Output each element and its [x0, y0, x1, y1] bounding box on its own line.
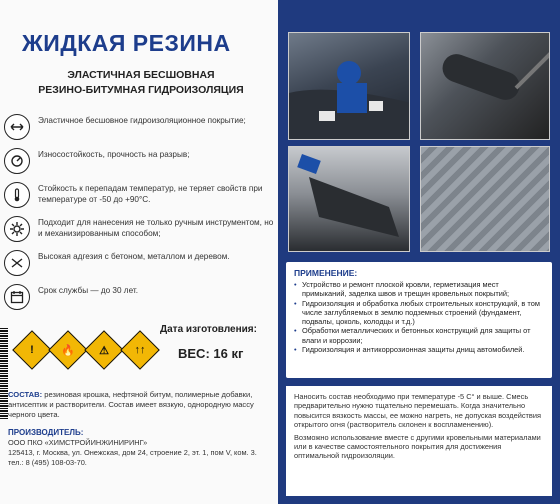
this-side-up-icon: ↑↑ [120, 330, 160, 370]
producer-info [8, 428, 270, 468]
application-item: • Устройство и ремонт плоской кровли, герметизация мест примыканий, заделка швов и трещин кровельных покрытий; [294, 280, 544, 299]
hazard-warning-icon: ⚠ [84, 330, 124, 370]
composition-text: резиновая крошка, нефтяной битум, полимерные добавки, антисептик и растворители. Состав имеет вязкую, однородную массу черного цвета. [8, 390, 254, 419]
feature-text: Подходит для нанесения не только ручным инструментом, но и механизированным способом; [38, 218, 274, 238]
gear-icon [4, 216, 30, 242]
application-item: • Гидроизоляция и антикоррозионная защиты днищ автомобилей. [294, 345, 544, 354]
feature-item [4, 148, 274, 178]
feature-item [4, 182, 274, 212]
feature-text: Срок службы — до 30 лет. [38, 286, 138, 295]
photo-worker-applying [288, 32, 410, 140]
subtitle-line-1: ЭЛАСТИЧНАЯ БЕСШОВНАЯ [67, 69, 215, 81]
adhesion-icon [4, 250, 30, 276]
right-panel [278, 0, 560, 504]
photo-spatula [288, 146, 410, 252]
producer-head: ПРОИЗВОДИТЕЛЬ: [8, 428, 84, 437]
product-weight: ВЕС: 16 кг [178, 346, 244, 361]
usage-note-1: Наносить состав необходимо при температуре -5 С° и выше. Смесь предварительно нужно тщательно перемешать. Когда значительно повысится вязкость массы, ее можно нагреть, не допуская воздействия открытого огня (растворитель склонен к воспламенению). [294, 392, 541, 430]
feature-item [4, 216, 274, 246]
application-item: • Гидроизоляция и обработка любых строительных конструкций, в том числе заглубляемых в землю подземных строений (фундамент, подвалы, цоколь, колодцы и т.д.) [294, 299, 544, 327]
thermometer-icon [4, 182, 30, 208]
feature-text: Стойкость к перепадам температур, не теряет свойств при температуре от -50 до +90°С. [38, 184, 263, 204]
application-box [286, 262, 552, 378]
photo-coated-surface [420, 146, 550, 252]
usage-note-2: Возможно использование вместе с другими кровельными материалами или в качестве самостоятельного покрытия для достижения оптимальной гидроизоляции. [294, 432, 541, 461]
feature-item [4, 284, 274, 314]
calendar-icon [4, 284, 30, 310]
usage-notes [286, 386, 552, 496]
composition-head: СОСТАВ: [8, 390, 43, 399]
feature-item [4, 114, 274, 144]
product-subtitle [10, 68, 272, 98]
producer-phone: тел.: 8 (495) 108-03-70. [8, 458, 87, 467]
barcode [0, 328, 8, 420]
feature-text: Эластичное бесшовное гидроизоляционное покрытие; [38, 116, 246, 125]
feature-item [4, 250, 274, 280]
feature-text: Высокая адгезия с бетоном, металлом и деревом. [38, 252, 230, 261]
subtitle-line-2: РЕЗИНО-БИТУМНАЯ ГИДРОИЗОЛЯЦИЯ [38, 84, 244, 96]
composition [8, 390, 270, 420]
left-panel [0, 0, 278, 504]
hazard-exclamation-icon: ! [12, 330, 52, 370]
application-item: • Обработки металлических и бетонных конструкций для защиты от влаги и коррозии; [294, 326, 544, 345]
stretch-icon [4, 114, 30, 140]
hazard-flame-icon: 🔥 [48, 330, 88, 370]
durability-icon [4, 148, 30, 174]
product-title: ЖИДКАЯ РЕЗИНА [22, 30, 231, 56]
producer-address: 125413, г. Москва, ул. Онежская, дом 24, строение 2, эт. 1, пом V, ком. 3. [8, 448, 257, 457]
feature-text: Износостойкость, прочность на разрыв; [38, 150, 190, 159]
producer-name: ООО ПКО «ХИМСТРОЙИНЖИНИРИНГ» [8, 438, 148, 447]
application-head: ПРИМЕНЕНИЕ: [294, 268, 358, 278]
photo-roller [420, 32, 550, 140]
manufacture-date-label: Дата изготовления: [160, 324, 257, 335]
